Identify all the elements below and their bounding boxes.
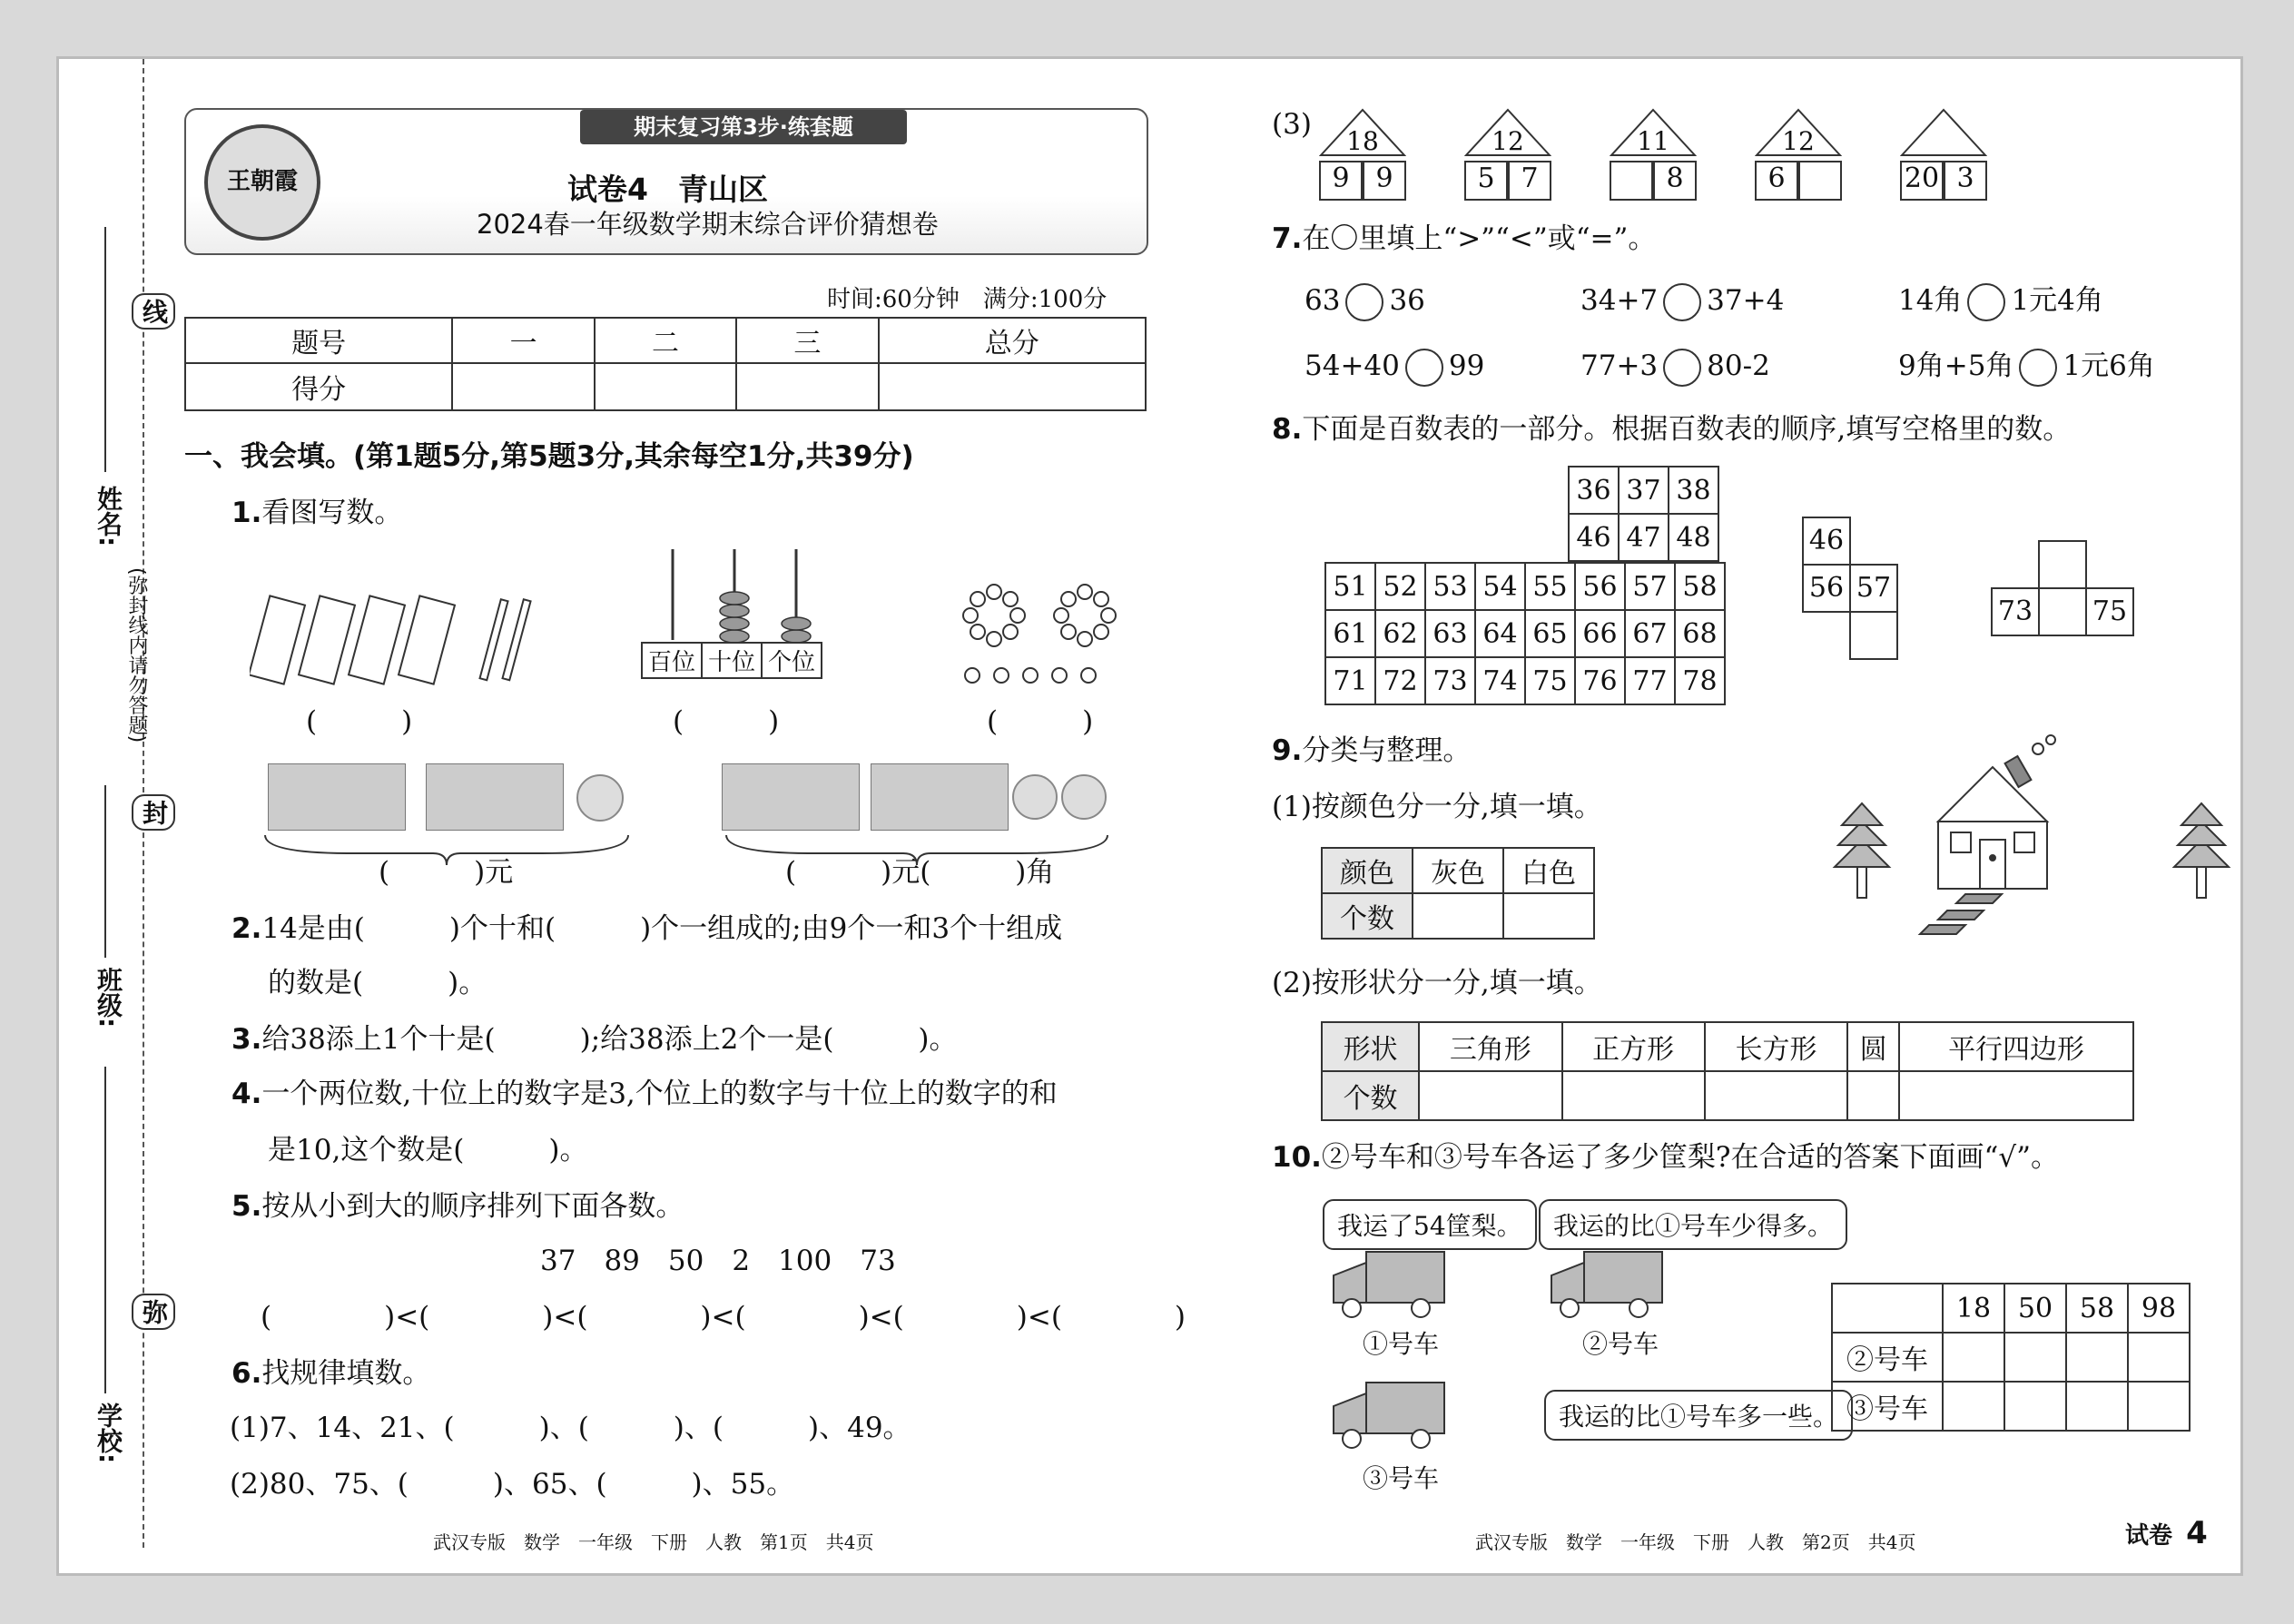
truck-3-image [1330, 1379, 1448, 1452]
compare-left: 77+3 [1580, 349, 1659, 382]
ones-label: 个位 [768, 649, 816, 676]
fragment-blank-cell[interactable] [2038, 587, 2087, 636]
hundred-cell: 76 [1575, 657, 1625, 704]
name-underline [104, 227, 106, 472]
truck-table-corner [1832, 1284, 1943, 1333]
truck-check-cell[interactable] [2128, 1382, 2190, 1431]
compare-circle[interactable] [1663, 349, 1701, 387]
hundred-cell: 75 [1525, 657, 1575, 704]
section-1-heading: 一、我会填。(第1题5分,第5题3分,其余每空1分,共39分) [184, 440, 914, 473]
fragment-cell: 75 [2085, 587, 2134, 636]
score-header-cell: 一 [452, 318, 594, 363]
house-right-cell: 7 [1508, 161, 1551, 201]
hundred-cell: 38 [1669, 467, 1718, 514]
shape-count-cell[interactable] [1847, 1071, 1899, 1120]
q2-text-1: 14是由( )个十和( )个一组成的;由9个一和3个十组成 [261, 912, 1063, 945]
shape-header-cell: 三角形 [1419, 1022, 1561, 1071]
compare-item [1580, 348, 1770, 387]
stick-bundles-image [250, 590, 604, 690]
q5-text: 按从小到大的顺序排列下面各数。 [261, 1190, 684, 1223]
margin-school-label: 学校: [94, 1403, 123, 1464]
truck-check-cell[interactable] [2066, 1333, 2128, 1382]
hundred-cell: 55 [1525, 563, 1575, 610]
q4-line2: 是10,这个数是( )。 [268, 1134, 588, 1166]
coin-1-jiao [576, 774, 624, 822]
number-house [1755, 108, 1842, 201]
score-header-cell: 题号 [185, 318, 452, 363]
compare-circle[interactable] [1405, 349, 1443, 387]
house-top-number: 12 [1492, 126, 1524, 156]
compare-item [1580, 282, 1784, 321]
compare-item [1898, 348, 2155, 387]
shape-count-cell[interactable] [1562, 1071, 1705, 1120]
paper-number-label: 试卷 [2125, 1522, 2173, 1550]
shape-header-cell: 形状 [1322, 1022, 1419, 1071]
car-3-label: ③号车 [1363, 1463, 1440, 1493]
hundred-cell: 48 [1669, 514, 1718, 561]
hundred-cell: 62 [1375, 610, 1425, 657]
tens-label: 十位 [703, 644, 763, 677]
score-cell[interactable] [452, 363, 594, 410]
score-row-label: 得分 [185, 363, 452, 410]
score-header-cell: 三 [736, 318, 878, 363]
house-left-cell: 20 [1900, 161, 1944, 201]
banknote-5 [722, 763, 860, 831]
q1-text: 看图写数。 [261, 497, 403, 529]
house-and-trees-image [1829, 731, 2238, 940]
q5-label: 5. [231, 1190, 262, 1223]
q1 [231, 495, 402, 531]
q6-label: 6. [231, 1357, 262, 1390]
hundred-cell: 57 [1625, 563, 1675, 610]
margin-class-label: 班级: [94, 967, 123, 1029]
truck-2-image [1548, 1248, 1666, 1321]
q3-text: 给38添上1个十是( );给38添上2个一是( )。 [261, 1023, 958, 1056]
hundred-cell: 58 [1675, 563, 1725, 610]
q4-label: 4. [231, 1078, 262, 1110]
q8-label: 8. [1272, 413, 1303, 446]
q7-label: 7. [1272, 222, 1303, 255]
q6-part1[interactable]: (1)7、14、21、( )、( )、( )、49。 [230, 1412, 911, 1444]
hundred-cell: 67 [1625, 610, 1675, 657]
truck-table-header: 50 [2004, 1284, 2066, 1333]
hundred-cell: 53 [1425, 563, 1475, 610]
score-cell[interactable] [879, 363, 1146, 410]
q6-text: 找规律填数。 [261, 1357, 431, 1390]
house-top-number: 11 [1637, 126, 1669, 156]
banknote-20 [426, 763, 564, 831]
q5 [231, 1188, 684, 1225]
truck-check-cell[interactable] [2004, 1333, 2066, 1382]
hundred-cell: 74 [1475, 657, 1525, 704]
hundred-cell: 51 [1325, 563, 1375, 610]
margin-name-label: 姓名: [94, 486, 123, 547]
color-count-cell[interactable] [1503, 893, 1594, 939]
hundreds-label: 百位 [643, 644, 703, 677]
house-left-cell[interactable] [1610, 161, 1653, 201]
q10-text: ②号车和③号车各运了多少筐梨?在合适的答案下面画“√”。 [1321, 1141, 2059, 1174]
house-left-cell: 5 [1464, 161, 1508, 201]
truck-check-cell[interactable] [1943, 1382, 2004, 1431]
margin-notice: (弥封线内请勿答题) [125, 567, 148, 743]
shape-count-cell[interactable] [1899, 1071, 2133, 1120]
color-header-cell: 白色 [1503, 848, 1594, 893]
school-underline [104, 1067, 106, 1393]
compare-right: 80-2 [1707, 349, 1770, 382]
speech-bubble-car3: 我运的比①号车多一些。 [1544, 1390, 1853, 1441]
house-left-cell: 6 [1755, 161, 1798, 201]
compare-right: 1元6角 [2063, 349, 2155, 382]
publisher-logo [204, 124, 320, 241]
hundred-cell: 37 [1619, 467, 1669, 514]
shape-count-cell[interactable] [1419, 1071, 1561, 1120]
compare-circle[interactable] [2019, 349, 2057, 387]
paper-title: 试卷4 青山区 [567, 172, 768, 207]
q2-line1 [231, 910, 1062, 947]
fragment-cell: 46 [1802, 517, 1851, 566]
hundred-cell: 73 [1425, 657, 1475, 704]
hundred-cell: 64 [1475, 610, 1525, 657]
compare-item [1305, 282, 1425, 321]
color-header-cell: 颜色 [1322, 848, 1413, 893]
color-row-label: 个数 [1322, 893, 1413, 939]
score-cell[interactable] [595, 363, 736, 410]
q1-blank-abacus[interactable]: ( ) [673, 705, 780, 738]
shape-header-cell: 长方形 [1705, 1022, 1847, 1071]
compare-left: 63 [1305, 284, 1341, 317]
compare-right: 36 [1389, 284, 1425, 317]
q3 [231, 1021, 958, 1058]
hundred-chart-main [1324, 562, 1726, 705]
q10-label: 10. [1272, 1141, 1322, 1174]
hundred-cell: 68 [1675, 610, 1725, 657]
bead-groups-image [958, 581, 1139, 690]
compare-left: 54+40 [1305, 349, 1400, 382]
compare-circle[interactable] [1663, 283, 1701, 321]
house-top-number: 18 [1346, 126, 1379, 156]
paper-number-badge [2125, 1515, 2208, 1551]
q7 [1272, 221, 1656, 257]
q1-label: 1. [231, 497, 262, 529]
q5-numbers: 37 89 50 2 100 73 [540, 1245, 896, 1277]
hundred-chart-top [1568, 466, 1719, 562]
number-house [1464, 108, 1551, 201]
truck-table-row-label: ②号车 [1832, 1333, 1943, 1382]
car-1-label: ①号车 [1363, 1329, 1440, 1359]
q8 [1272, 411, 2071, 448]
q9-part1: (1)按颜色分一分,填一填。 [1272, 791, 1602, 823]
hundred-cell: 47 [1619, 514, 1669, 561]
compare-item [1305, 348, 1484, 387]
q4-line1 [231, 1076, 1058, 1112]
q4-text-1: 一个两位数,十位上的数字是3,个位上的数字与十位上的数字的和 [261, 1078, 1058, 1110]
compare-circle[interactable] [1967, 283, 2005, 321]
q6-part2[interactable]: (2)80、75、( )、65、( )、55。 [230, 1468, 795, 1501]
hundred-cell: 71 [1325, 657, 1375, 704]
abacus-place-labels [641, 642, 822, 679]
hundred-cell: 78 [1675, 657, 1725, 704]
car-2-label: ②号车 [1582, 1329, 1659, 1359]
fragment-cell: 56 [1802, 564, 1851, 613]
hundred-cell: 63 [1425, 610, 1475, 657]
coin-5-jiao [1012, 774, 1058, 820]
house-right-cell: 3 [1944, 161, 1987, 201]
house-right-cell[interactable] [1798, 161, 1842, 201]
compare-left: 9角+5角 [1898, 349, 2014, 382]
color-table [1321, 847, 1595, 940]
q9 [1272, 733, 1471, 769]
shape-header-cell: 圆 [1847, 1022, 1899, 1071]
hundred-cell: 72 [1375, 657, 1425, 704]
q2-line2: 的数是( )。 [268, 967, 487, 999]
truck-check-cell[interactable] [2004, 1382, 2066, 1431]
q9-text: 分类与整理。 [1302, 734, 1472, 767]
hundred-cell: 56 [1575, 563, 1625, 610]
coin-1-jiao-2 [1061, 774, 1107, 820]
number-house [1900, 108, 1987, 201]
hundred-cell: 36 [1569, 467, 1619, 514]
truck-1-image [1330, 1248, 1448, 1321]
q9-part2: (2)按形状分一分,填一填。 [1272, 967, 1602, 999]
truck-table-header: 98 [2128, 1284, 2190, 1333]
hundred-cell: 77 [1625, 657, 1675, 704]
fragment-cell: 57 [1849, 564, 1898, 613]
color-header-cell: 灰色 [1413, 848, 1503, 893]
q6 [231, 1355, 430, 1392]
hundred-cell: 46 [1569, 514, 1619, 561]
number-house [1610, 108, 1697, 201]
stage-banner: 期末复习第3步·练套题 [580, 110, 907, 144]
truck-check-cell[interactable] [1943, 1333, 2004, 1382]
truck-check-cell[interactable] [2128, 1333, 2190, 1382]
fragment-blank-cell[interactable] [1849, 611, 1898, 660]
compare-left: 14角 [1898, 284, 1963, 317]
hundred-cell: 54 [1475, 563, 1525, 610]
q5-blanks[interactable]: ( )<( )<( )<( )<( )<( ) [261, 1301, 1186, 1334]
hundred-cell: 65 [1525, 610, 1575, 657]
paper-subtitle: 2024春一年级数学期末综合评价猜想卷 [477, 209, 939, 240]
compare-circle[interactable] [1345, 283, 1383, 321]
truck-table-header: 18 [1943, 1284, 2004, 1333]
house-top-number: 12 [1782, 126, 1815, 156]
compare-left: 34+7 [1580, 284, 1659, 317]
footer-left: 武汉专版 数学 一年级 下册 人教 第1页 共4页 [433, 1531, 874, 1553]
house-right-cell: 9 [1363, 161, 1406, 201]
abacus-image [640, 549, 822, 649]
banknote-50 [268, 763, 406, 831]
number-house [1319, 108, 1406, 201]
score-header-cell: 二 [595, 318, 736, 363]
score-header-cell: 总分 [879, 318, 1146, 363]
q1-money-blank-1[interactable]: ( )元 [379, 856, 514, 889]
score-cell[interactable] [736, 363, 878, 410]
margin-line-label: 线 [132, 293, 175, 330]
truck-table-row-label: ③号车 [1832, 1382, 1943, 1431]
q2-label: 2. [231, 912, 262, 945]
hundred-cell: 61 [1325, 610, 1375, 657]
q7-text: 在〇里填上“>”“<”或“=”。 [1302, 222, 1657, 255]
shape-table [1321, 1021, 2134, 1121]
footer-right: 武汉专版 数学 一年级 下册 人教 第2页 共4页 [1475, 1531, 1916, 1553]
margin-mi-label: 弥 [132, 1294, 175, 1330]
q6-part3-label: (3) [1272, 108, 1312, 141]
hundred-cell: 52 [1375, 563, 1425, 610]
q9-label: 9. [1272, 734, 1303, 767]
speech-bubble-car1: 我运了54筐梨。 [1323, 1199, 1537, 1250]
compare-item [1898, 282, 2103, 321]
shape-header-cell: 平行四边形 [1899, 1022, 2133, 1071]
number-houses [1319, 108, 2191, 208]
speech-bubble-car2: 我运的比①号车少得多。 [1539, 1199, 1847, 1250]
q8-text: 下面是百数表的一部分。根据百数表的顺序,填写空格里的数。 [1302, 413, 2072, 446]
q1-money-blank-2[interactable]: ( )元( )角 [785, 856, 1055, 889]
truck-table-header: 58 [2066, 1284, 2128, 1333]
class-underline [104, 785, 106, 958]
shape-count-cell[interactable] [1705, 1071, 1847, 1120]
truck-check-cell[interactable] [2066, 1382, 2128, 1431]
q10 [1272, 1139, 2059, 1176]
margin-seal-label: 封 [132, 794, 175, 831]
time-score-info: 时间:60分钟 满分:100分 [827, 286, 1108, 313]
hundred-cell: 66 [1575, 610, 1625, 657]
paper-number: 4 [2186, 1515, 2208, 1551]
exam-paper [56, 56, 2243, 1576]
score-table [184, 317, 1147, 411]
banknote-1 [871, 763, 1009, 831]
q1-blank-sticks[interactable]: ( ) [306, 705, 413, 738]
house-left-cell: 9 [1319, 161, 1363, 201]
fragment-blank-cell[interactable] [2038, 540, 2087, 589]
q3-label: 3. [231, 1023, 262, 1056]
house-right-cell: 8 [1653, 161, 1697, 201]
color-count-cell[interactable] [1413, 893, 1503, 939]
shape-header-cell: 正方形 [1562, 1022, 1705, 1071]
shape-row-label: 个数 [1322, 1071, 1419, 1120]
q1-blank-beads[interactable]: ( ) [987, 705, 1094, 738]
compare-right: 1元4角 [2011, 284, 2103, 317]
truck-answer-table [1831, 1283, 2191, 1432]
logo-text: 王朝霞 [226, 168, 298, 195]
fragment-cell: 73 [1991, 587, 2040, 636]
compare-right: 37+4 [1707, 284, 1785, 317]
compare-right: 99 [1448, 349, 1485, 382]
